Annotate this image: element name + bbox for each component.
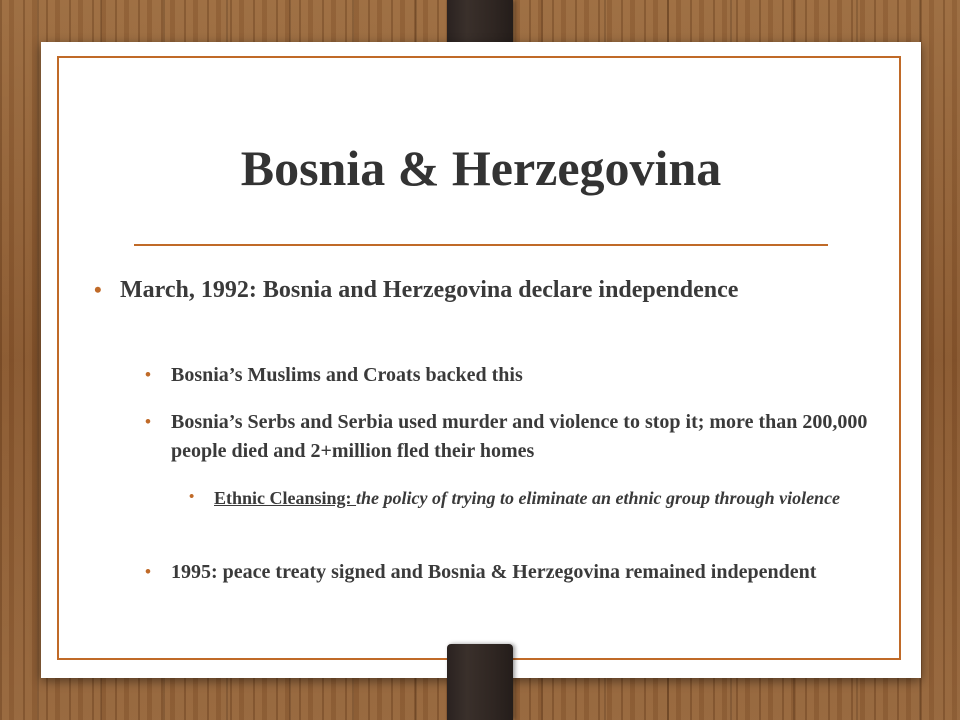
bullet-dot-icon: • [145, 365, 151, 384]
hanging-strap-bottom [447, 644, 513, 720]
bullet-text: Bosnia’s Muslims and Croats backed this [171, 364, 523, 386]
slide-card [41, 42, 921, 678]
term-ethnic-cleansing: Ethnic Cleansing: [214, 488, 357, 508]
bullet-level2-peace-treaty [145, 558, 871, 587]
bullet-dot-icon: • [145, 412, 151, 431]
bullet-text: Bosnia’s Serbs and Serbia used murder and violence to stop it; more than 200,000 people died and 2+million fled their homes [171, 411, 868, 462]
bullet-text: March, 1992: Bosnia and Herzegovina declare independence [120, 277, 739, 303]
bullet-text: 1995: peace treaty signed and Bosnia & Herzegovina remained independent [171, 561, 817, 583]
bullet-level2-serbs-violence [145, 408, 871, 466]
bullet-level3-ethnic-cleansing [189, 486, 844, 511]
bullet-list [41, 42, 921, 678]
bullet-level1-independence [94, 273, 800, 307]
bullet-dot-icon: • [145, 562, 151, 581]
bullet-level2-muslims-croats [145, 361, 871, 390]
bullet-dot-icon: • [94, 277, 102, 302]
term-definition: the policy of trying to eliminate an ethnic group through violence [356, 488, 841, 508]
bullet-dot-icon: • [189, 489, 195, 505]
slide-title: Bosnia & Herzegovina [240, 140, 722, 196]
